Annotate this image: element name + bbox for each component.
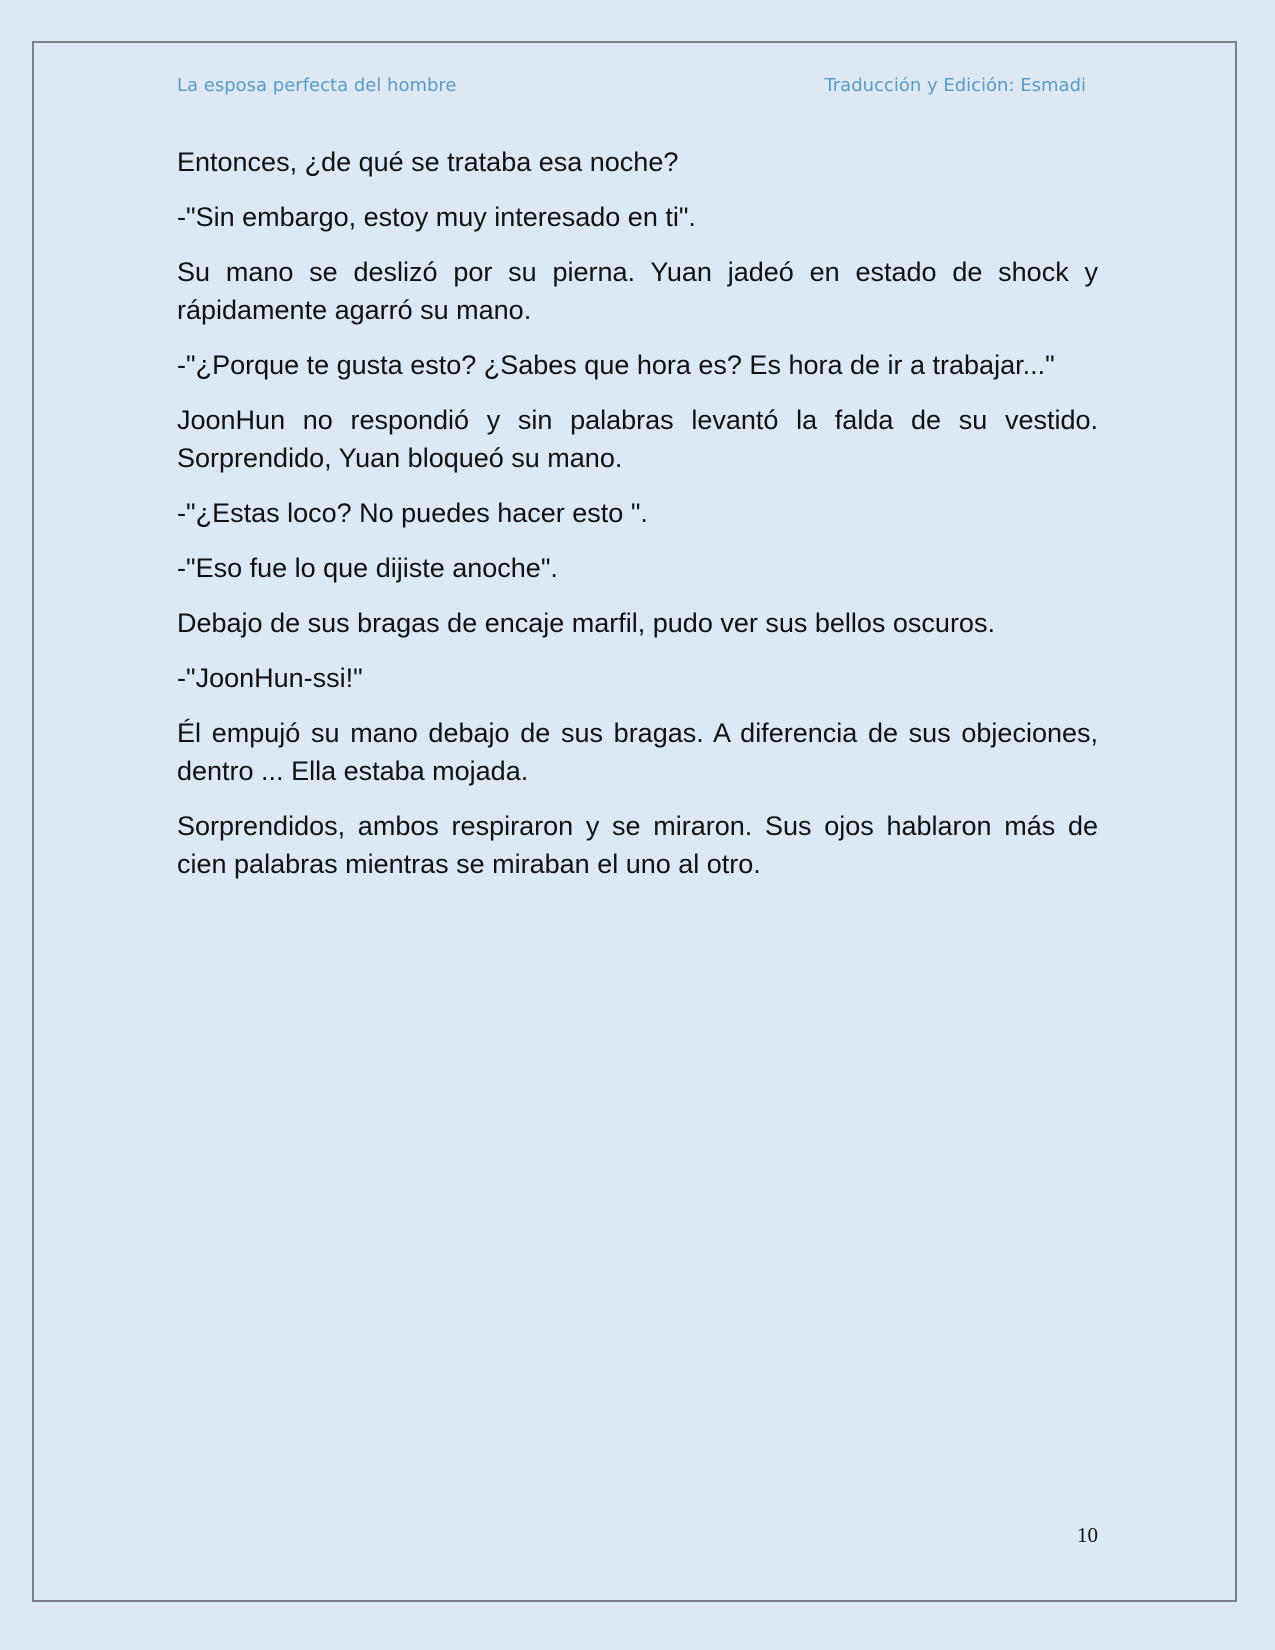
paragraph: Sorprendidos, ambos respiraron y se miraron. Sus ojos hablaron más de cien palabras mientras se miraban el uno al otro.: [177, 811, 1098, 879]
paragraph: -"Sin embargo, estoy muy interesado en ti".: [177, 202, 696, 232]
paragraph: -"¿Porque te gusta esto? ¿Sabes que hora es? Es hora de ir a trabajar...": [177, 350, 1055, 380]
header-credit: Traducción y Edición: Esmadi: [824, 75, 1086, 96]
paragraph: JoonHun no respondió y sin palabras levantó la falda de su vestido. Sorprendido, Yuan bloqueó su mano.: [177, 405, 1098, 473]
paragraph: Entonces, ¿de qué se trataba esa noche?: [177, 147, 679, 177]
paragraph: -"¿Estas loco? No puedes hacer esto ".: [177, 498, 648, 528]
paragraph: -"Eso fue lo que dijiste anoche".: [177, 553, 558, 583]
body-text: [177, 143, 1098, 900]
paragraph: Debajo de sus bragas de encaje marfil, pudo ver sus bellos oscuros.: [177, 608, 995, 638]
page-number: 10: [1077, 1523, 1098, 1547]
header-title: La esposa perfecta del hombre: [177, 75, 457, 96]
paragraph: -"JoonHun-ssi!": [177, 663, 363, 693]
paragraph: Su mano se deslizó por su pierna. Yuan jadeó en estado de shock y rápidamente agarró su mano.: [177, 257, 1098, 325]
paragraph: Él empujó su mano debajo de sus bragas. A diferencia de sus objeciones, dentro ... Ella estaba mojada.: [177, 718, 1098, 786]
